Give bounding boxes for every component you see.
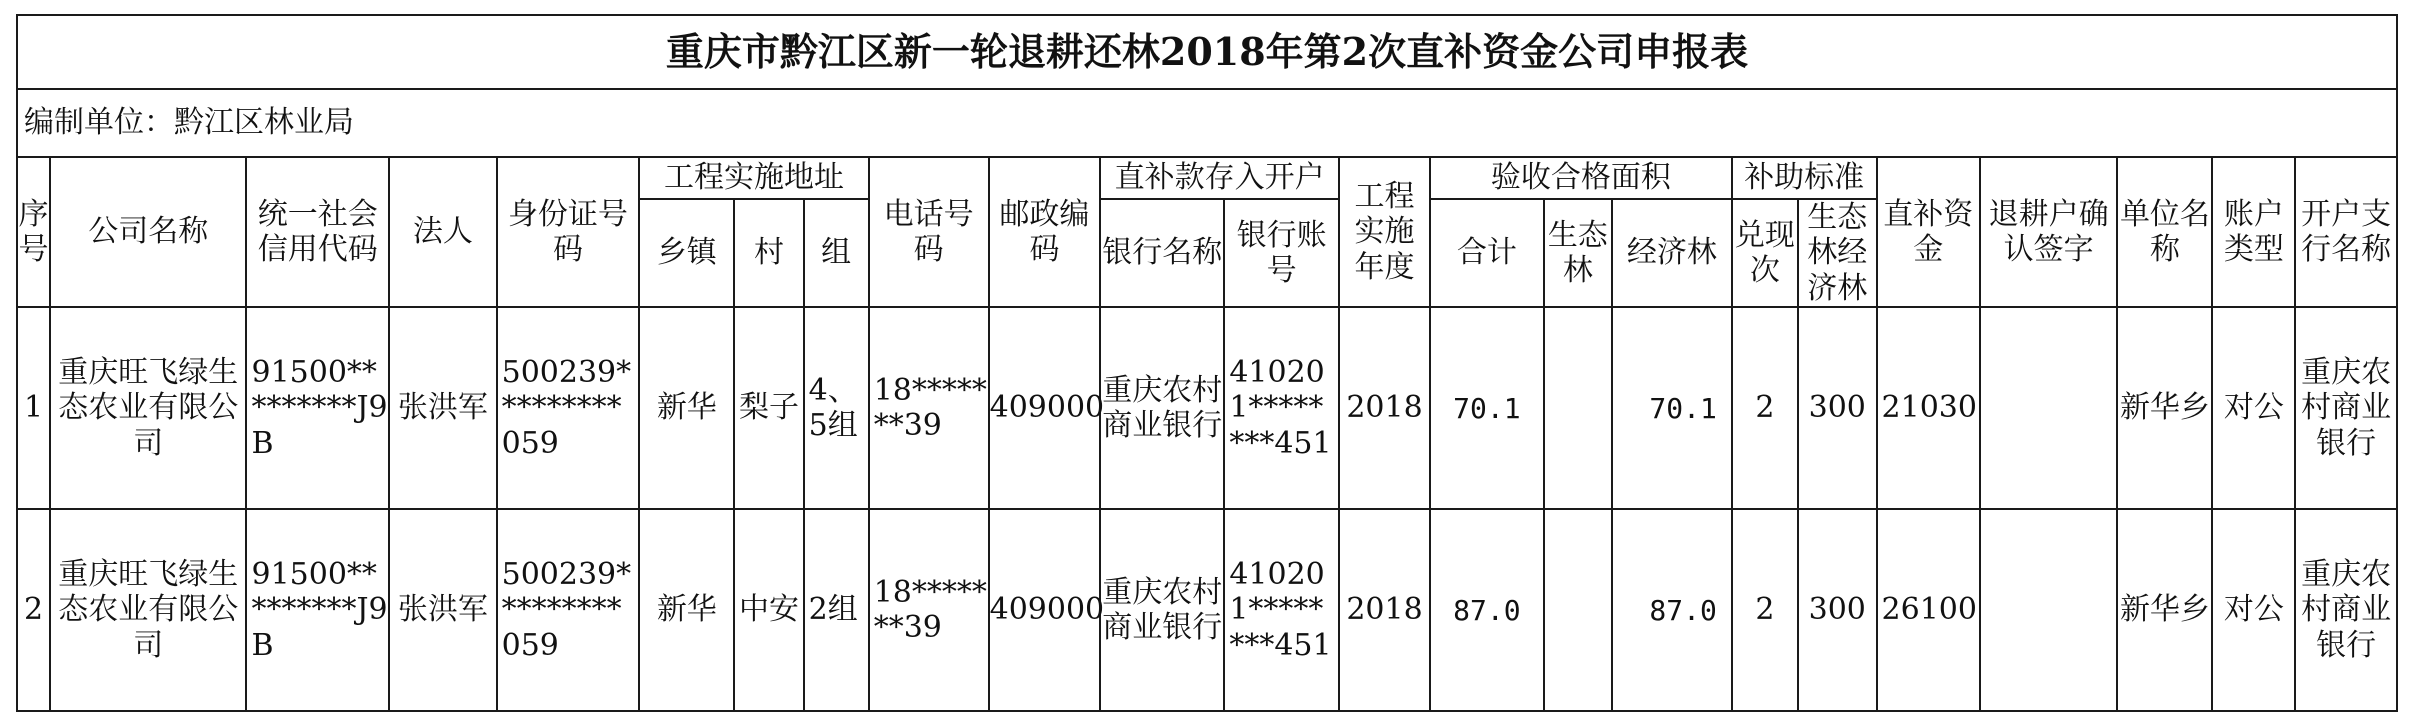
cell-org-name: 新华乡	[2117, 307, 2212, 509]
cell-branch: 重庆农村商业银行	[2295, 509, 2397, 711]
cell-company: 重庆旺飞绿生态农业有限公司	[50, 307, 246, 509]
header-confirm: 退耕户确认签字	[1980, 157, 2117, 307]
compiling-unit: 编制单位：黔江区林业局	[17, 89, 2397, 157]
table-row	[17, 509, 2397, 711]
cell-account-type: 对公	[2212, 307, 2295, 509]
cell-confirm	[1980, 307, 2117, 509]
cell-phone: 18*******39	[869, 307, 989, 509]
cell-town: 新华	[639, 509, 734, 711]
cell-bank-name: 重庆农村商业银行	[1100, 307, 1224, 509]
cell-town: 新华	[639, 307, 734, 509]
header-bank-account: 银行账号	[1224, 199, 1339, 307]
header-credit-code: 统一社会信用代码	[246, 157, 389, 307]
header-phone: 电话号码	[869, 157, 989, 307]
header-total: 合计	[1430, 199, 1544, 307]
cell-company: 重庆旺飞绿生态农业有限公司	[50, 509, 246, 711]
header-account-type: 账户类型	[2212, 157, 2295, 307]
cell-subsidy: 26100	[1877, 509, 1980, 711]
cell-id-number: 500239*********059	[497, 509, 640, 711]
header-standard-group: 补助标准	[1732, 157, 1877, 199]
cell-eco	[1544, 307, 1612, 509]
cell-credit-code: 91500*********J9B	[246, 307, 389, 509]
cell-team: 4、5组	[804, 307, 869, 509]
cell-econ: 70.1	[1612, 307, 1732, 509]
cell-bank-account: 410201********451	[1224, 307, 1339, 509]
header-town: 乡镇	[639, 199, 734, 307]
cell-bank-account: 410201********451	[1224, 509, 1339, 711]
header-subsidy: 直补资金	[1877, 157, 1980, 307]
cell-seq: 1	[17, 307, 50, 509]
header-branch: 开户支行名称	[2295, 157, 2397, 307]
cell-times: 2	[1732, 307, 1798, 509]
cell-credit-code: 91500*********J9B	[246, 509, 389, 711]
table-row	[17, 307, 2397, 509]
header-econ: 经济林	[1612, 199, 1732, 307]
cell-total: 70.1	[1430, 307, 1544, 509]
cell-times: 2	[1732, 509, 1798, 711]
header-eco: 生态林	[1544, 199, 1612, 307]
cell-team: 2组	[804, 509, 869, 711]
cell-standard: 300	[1798, 509, 1877, 711]
header-eco-econ: 生态林经济林	[1798, 199, 1877, 307]
header-seq: 序号	[17, 157, 50, 307]
cell-village: 中安	[734, 509, 803, 711]
header-site-group: 工程实施地址	[639, 157, 868, 199]
cell-total: 87.0	[1430, 509, 1544, 711]
cell-eco	[1544, 509, 1612, 711]
cell-org-name: 新华乡	[2117, 509, 2212, 711]
cell-year: 2018	[1339, 307, 1430, 509]
cell-phone: 18*******39	[869, 509, 989, 711]
cell-legal-person: 张洪军	[389, 509, 497, 711]
subsidy-report-table	[16, 14, 2398, 712]
cell-legal-person: 张洪军	[389, 307, 497, 509]
header-times: 兑现次	[1732, 199, 1798, 307]
header-id-number: 身份证号码	[497, 157, 640, 307]
header-area-group: 验收合格面积	[1430, 157, 1732, 199]
cell-econ: 87.0	[1612, 509, 1732, 711]
header-postal: 邮政编码	[989, 157, 1101, 307]
header-bank-name: 银行名称	[1100, 199, 1224, 307]
report-title: 重庆市黔江区新一轮退耕还林2018年第2次直补资金公司申报表	[17, 15, 2397, 89]
header-village: 村	[734, 199, 803, 307]
header-company: 公司名称	[50, 157, 246, 307]
cell-bank-name: 重庆农村商业银行	[1100, 509, 1224, 711]
cell-postal: 409000	[989, 307, 1101, 509]
header-bank-group: 直补款存入开户	[1100, 157, 1339, 199]
cell-standard: 300	[1798, 307, 1877, 509]
cell-branch: 重庆农村商业银行	[2295, 307, 2397, 509]
cell-account-type: 对公	[2212, 509, 2295, 711]
header-org-name: 单位名称	[2117, 157, 2212, 307]
header-team: 组	[804, 199, 869, 307]
cell-postal: 409000	[989, 509, 1101, 711]
cell-id-number: 500239*********059	[497, 307, 640, 509]
cell-seq: 2	[17, 509, 50, 711]
cell-village: 梨子	[734, 307, 803, 509]
cell-year: 2018	[1339, 509, 1430, 711]
header-legal-person: 法人	[389, 157, 497, 307]
header-year: 工程实施年度	[1339, 157, 1430, 307]
cell-subsidy: 21030	[1877, 307, 1980, 509]
cell-confirm	[1980, 509, 2117, 711]
